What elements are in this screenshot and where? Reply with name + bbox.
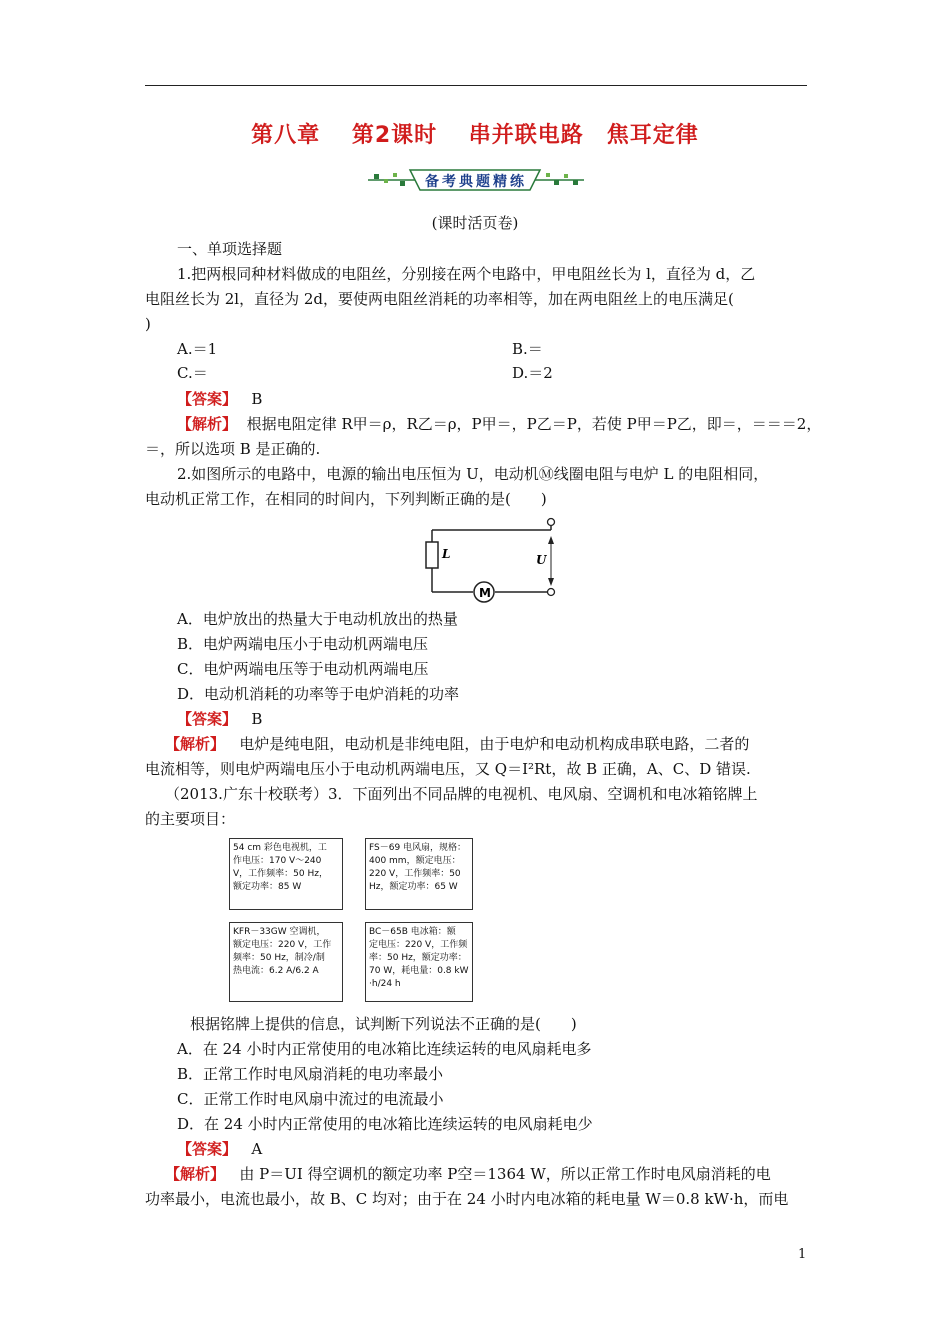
q2-answer xyxy=(177,708,262,730)
q2-line1: 2.如图所示的电路中，电源的输出电压恒为 U，电动机Ⓜ线圈电阻与电炉 L 的电阻相同， xyxy=(177,465,769,483)
q2-line2: 电动机正常工作，在相同的时间内，下列判断正确的是( ) xyxy=(145,490,547,508)
nameplate-ac: KFR－33GW 空调机， 额定电压：220 V，工作 频率：50 Hz，制冷/制 热电流：6.2 A/6.2 A xyxy=(229,922,343,1002)
answer-tag: 【答案】 xyxy=(177,390,238,408)
q3-analysis-line2: 功率最小，电流也最小，故 B、C 均对；由于在 24 小时内电冰箱的耗电量 W＝0.8 kW·h，而电 xyxy=(145,1190,789,1208)
analysis-tag: 【解析】 xyxy=(165,1165,226,1183)
fig-label-u: U xyxy=(536,553,547,567)
q2-option-d: D．电动机消耗的功率等于电炉消耗的功率 xyxy=(177,685,460,703)
q1-line3: ) xyxy=(145,315,151,333)
arrow-up-icon xyxy=(548,536,554,544)
page-number: 1 xyxy=(798,1247,807,1262)
q2-analysis-line2: 电流相等，则电炉两端电压小于电动机两端电压，又 Q＝I²Rt，故 B 正确，A、C、D 错误. xyxy=(145,760,751,778)
fig-label-l: L xyxy=(442,547,451,561)
q3-line2: 的主要项目： xyxy=(145,810,236,828)
q1-option-d: D.＝2 xyxy=(512,364,553,382)
q1-option-b: B.＝ xyxy=(512,340,543,358)
section-heading: 一、单项选择题 xyxy=(177,240,283,258)
analysis-tag: 【解析】 xyxy=(165,735,226,753)
q1-line1: 1.把两根同种材料做成的电阻丝，分别接在两个电路中，甲电阻丝长为 l，直径为 d，乙 xyxy=(177,265,756,283)
q3-option-b: B．正常工作时电风扇消耗的电功率最小 xyxy=(177,1065,444,1083)
q3-analysis-line1 xyxy=(165,1163,771,1185)
answer-tag: 【答案】 xyxy=(177,1140,238,1158)
q3-line1: （2013.广东十校联考）3．下面列出不同品牌的电视机、电风扇、空调机和电冰箱铭牌上 xyxy=(165,785,758,803)
section-banner xyxy=(368,168,584,192)
q2-option-b: B．电炉两端电压小于电动机两端电压 xyxy=(177,635,429,653)
q3-answer xyxy=(177,1138,262,1160)
banner-label: 备考典题精练 xyxy=(425,174,527,190)
q2-analysis-line1 xyxy=(165,733,749,755)
q1-answer xyxy=(177,388,262,410)
q2-option-c: C．电炉两端电压等于电动机两端电压 xyxy=(177,660,429,678)
page-title: 第八章 第2课时 串并联电路 焦耳定律 xyxy=(251,123,699,148)
terminal-bottom-icon xyxy=(548,589,555,596)
fig-label-m: M xyxy=(479,586,491,600)
resistor-icon xyxy=(426,542,438,568)
q2-option-a: A．电炉放出的热量大于电动机放出的热量 xyxy=(177,610,458,628)
header-rule xyxy=(145,85,807,86)
q1-analysis-line1 xyxy=(177,413,821,435)
answer-tag: 【答案】 xyxy=(177,710,238,728)
q3-answer-value: A xyxy=(251,1140,263,1158)
q2-analysis-text1: 电炉是纯电阻，电动机是非纯电阻，由于电炉和电动机构成串联电路，二者的 xyxy=(239,735,750,753)
q3-option-c: C．正常工作时电风扇中流过的电流最小 xyxy=(177,1090,444,1108)
q2-answer-value: B xyxy=(251,710,263,728)
q1-answer-value: B xyxy=(251,390,263,408)
subtitle: (课时活页卷) xyxy=(431,214,519,232)
analysis-tag: 【解析】 xyxy=(177,415,238,433)
q1-line2: 电阻丝长为 2l，直径为 2d，要使两电阻丝消耗的功率相等，加在两电阻丝上的电压满足( xyxy=(145,290,734,308)
nameplate-fridge: BC－65B 电冰箱：额 定电压：220 V，工作频 率：50 Hz，额定功率： 70 W，耗电量：0.8 kW ·h/24 h xyxy=(365,922,473,1002)
q1-option-c: C.＝ xyxy=(177,364,208,382)
arrow-down-icon xyxy=(548,578,554,586)
q1-analysis-line2: ＝，所以选项 B 是正确的. xyxy=(145,440,321,458)
q3-question: 根据铭牌上提供的信息，试判断下列说法不正确的是( ) xyxy=(190,1015,577,1033)
terminal-top-icon xyxy=(548,519,555,526)
q3-analysis-text1: 由 P＝UI 得空调机的额定功率 P空＝1364 W，所以正常工作时电风扇消耗的电 xyxy=(239,1165,771,1183)
q3-option-d: D．在 24 小时内正常使用的电冰箱比连续运转的电风扇耗电少 xyxy=(177,1115,593,1133)
q3-option-a: A．在 24 小时内正常使用的电冰箱比连续运转的电风扇耗电多 xyxy=(177,1040,592,1058)
nameplate-fan: FS－69 电风扇，规格： 400 mm，额定电压： 220 V，工作频率：50 Hz，额定功率：65 W xyxy=(365,838,473,910)
nameplate-tv: 54 cm 彩色电视机，工 作电压：170 V～240 V，工作频率：50 Hz， 额定功率：85 W xyxy=(229,838,343,910)
circuit-diagram xyxy=(420,512,565,604)
q1-option-a: A.＝1 xyxy=(177,340,218,358)
q1-analysis-text1: 根据电阻定律 R甲＝ρ，R乙＝ρ，P甲＝，P乙＝P，若使 P甲＝P乙，即＝，＝＝＝2， xyxy=(246,415,822,433)
